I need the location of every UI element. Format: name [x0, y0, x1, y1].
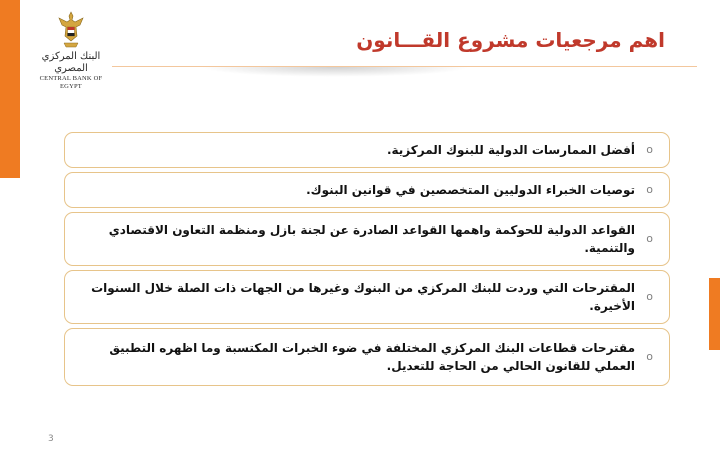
central-bank-logo — [30, 10, 112, 90]
bullet-item-4 — [64, 270, 670, 324]
bullet-item-2 — [64, 172, 670, 208]
bullet-marker-icon: o — [646, 290, 653, 303]
left-accent-bar — [0, 0, 20, 178]
eagle-emblem-icon — [56, 10, 86, 50]
bullet-text: المقترحات التي وردت للبنك المركزي من البنوك وغيرها من الجهات ذات الصلة خلال السنوات الأخيرة. — [91, 281, 635, 313]
logo-arabic-name: البنك المركزي المصري — [41, 51, 101, 74]
bullet-text: توصيات الخبراء الدوليين المتخصصين في قوانين البنوك. — [306, 183, 635, 197]
title-shadow — [200, 67, 470, 77]
bullet-item-1 — [64, 132, 670, 168]
bullet-text: أفضل الممارسات الدولية للبنوك المركزية. — [386, 143, 635, 157]
bullet-marker-icon: o — [646, 350, 653, 363]
bullet-list — [64, 132, 670, 390]
bullet-text: مقترحات قطاعات البنك المركزي المختلفة في ضوء الخبرات المكتسبة وما اظهره التطبيق العملي للقانون الحالي من الحاجة للتعديل. — [109, 341, 635, 373]
bullet-marker-icon: o — [646, 143, 653, 156]
right-accent-bar — [709, 278, 720, 350]
bullet-item-5 — [64, 328, 670, 386]
bullet-marker-icon: o — [646, 232, 653, 245]
bullet-text: القواعد الدولية للحوكمة واهمها القواعد الصادرة عن لجنة بازل ومنظمة التعاون الاقتصادي والتنمية. — [108, 223, 635, 255]
slide-title: اهم مرجعيات مشروع القـــانون — [356, 28, 665, 52]
bullet-item-3 — [64, 212, 670, 266]
logo-english-name: CENTRAL BANK OF EGYPT — [39, 75, 103, 90]
page-number: 3 — [48, 434, 54, 444]
bullet-marker-icon: o — [646, 183, 653, 196]
